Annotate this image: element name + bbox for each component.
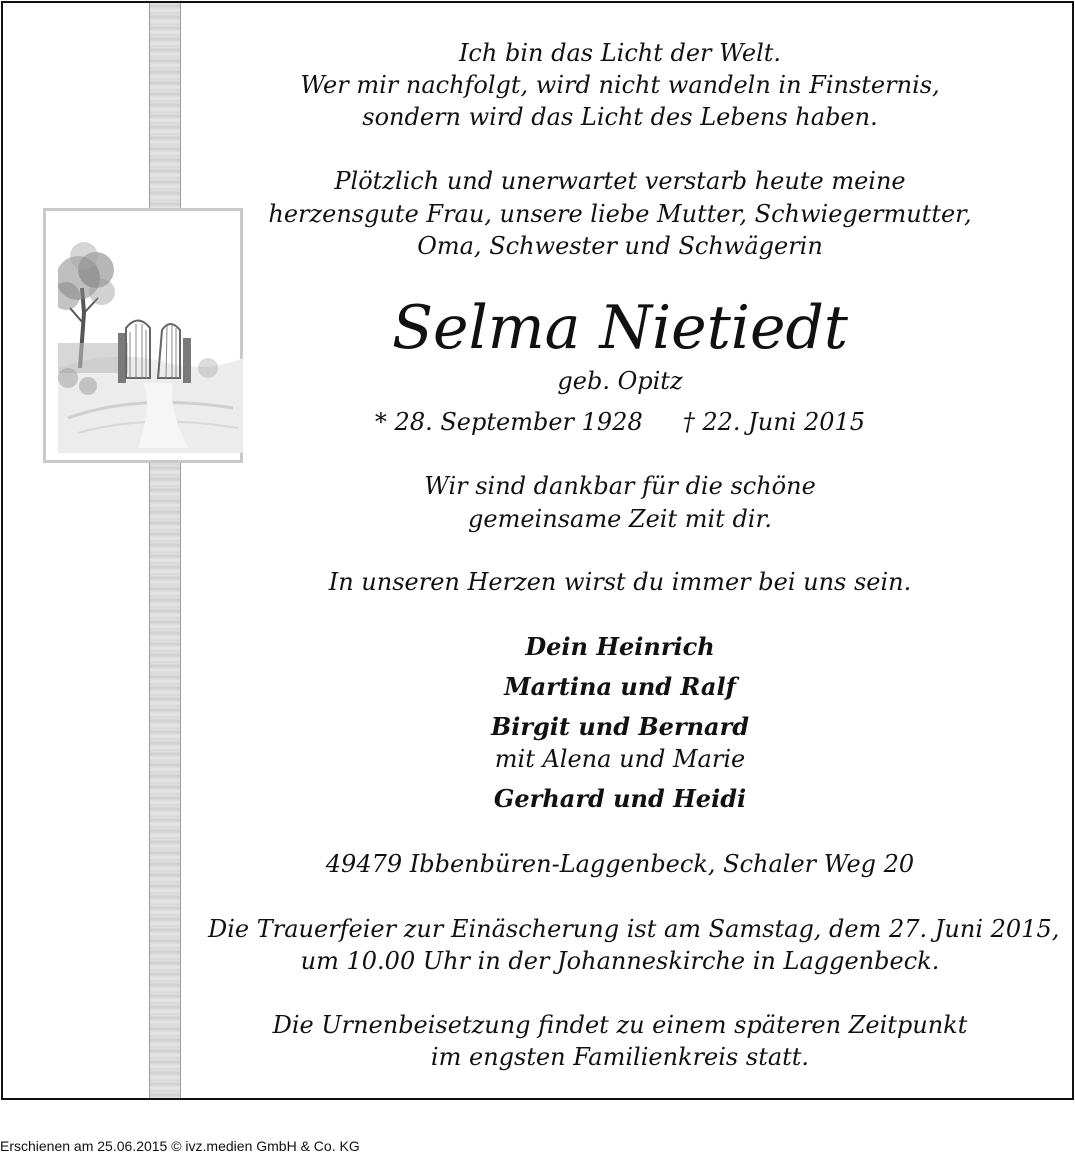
funeral-line-2: um 10.00 Uhr in der Johanneskirche in Laggenbeck. — [300, 947, 940, 975]
gratitude-line-1: Wir sind dankbar für die schöne — [424, 472, 816, 500]
gratitude-line-2: gemeinsame Zeit mit dir. — [468, 505, 772, 533]
verse-line-2: Wer mir nachfolgt, wird nicht wandeln in Finsternis, — [300, 71, 940, 99]
burial-line-2: im engsten Familienkreis statt. — [430, 1043, 810, 1071]
family-entry-grandchildren: mit Alena und Marie — [494, 745, 746, 773]
verse-line-3: sondern wird das Licht des Lebens haben. — [362, 103, 878, 131]
decorative-ribbon — [149, 3, 181, 1098]
family-entry-birgit-bernard: Birgit und Bernard — [490, 712, 750, 741]
funeral-line-1: Die Trauerfeier zur Einäscherung ist am Samstag, dem 27. Juni 2015, — [208, 915, 1060, 943]
announcement-line-1: Plötzlich und unerwartet verstarb heute meine — [334, 167, 906, 195]
family-entry-martina-ralf: Martina und Ralf — [504, 672, 736, 701]
verse-line-1: Ich bin das Licht der Welt. — [458, 39, 782, 67]
family-entry-gerhard-heidi: Gerhard und Heidi — [493, 784, 747, 813]
address-line: 49479 Ibbenbüren-Laggenbeck, Schaler Weg 20 — [325, 850, 915, 878]
family-entry-heinrich: Dein Heinrich — [525, 632, 715, 661]
obituary-notice — [1, 1, 1074, 1100]
announcement-line-3: Oma, Schwester und Schwägerin — [417, 232, 823, 260]
deceased-name: Selma Nietiedt — [391, 293, 849, 363]
publication-credit: Erschienen am 25.06.2015 © ivz.medien GmbH & Co. KG — [0, 1138, 360, 1154]
life-dates — [208, 406, 1032, 438]
maiden-name: geb. Opitz — [557, 367, 683, 395]
announcement-line-2: herzensgute Frau, unsere liebe Mutter, Schwiegermutter, — [268, 200, 972, 228]
birth-date: * 28. September 1928 — [374, 408, 643, 436]
notice-text-column — [208, 3, 1060, 1098]
remembrance-line: In unseren Herzen wirst du immer bei uns sein. — [328, 568, 912, 596]
burial-line-1: Die Urnenbeisetzung findet zu einem späteren Zeitpunkt — [272, 1011, 968, 1039]
death-date: † 22. Juni 2015 — [682, 408, 866, 436]
